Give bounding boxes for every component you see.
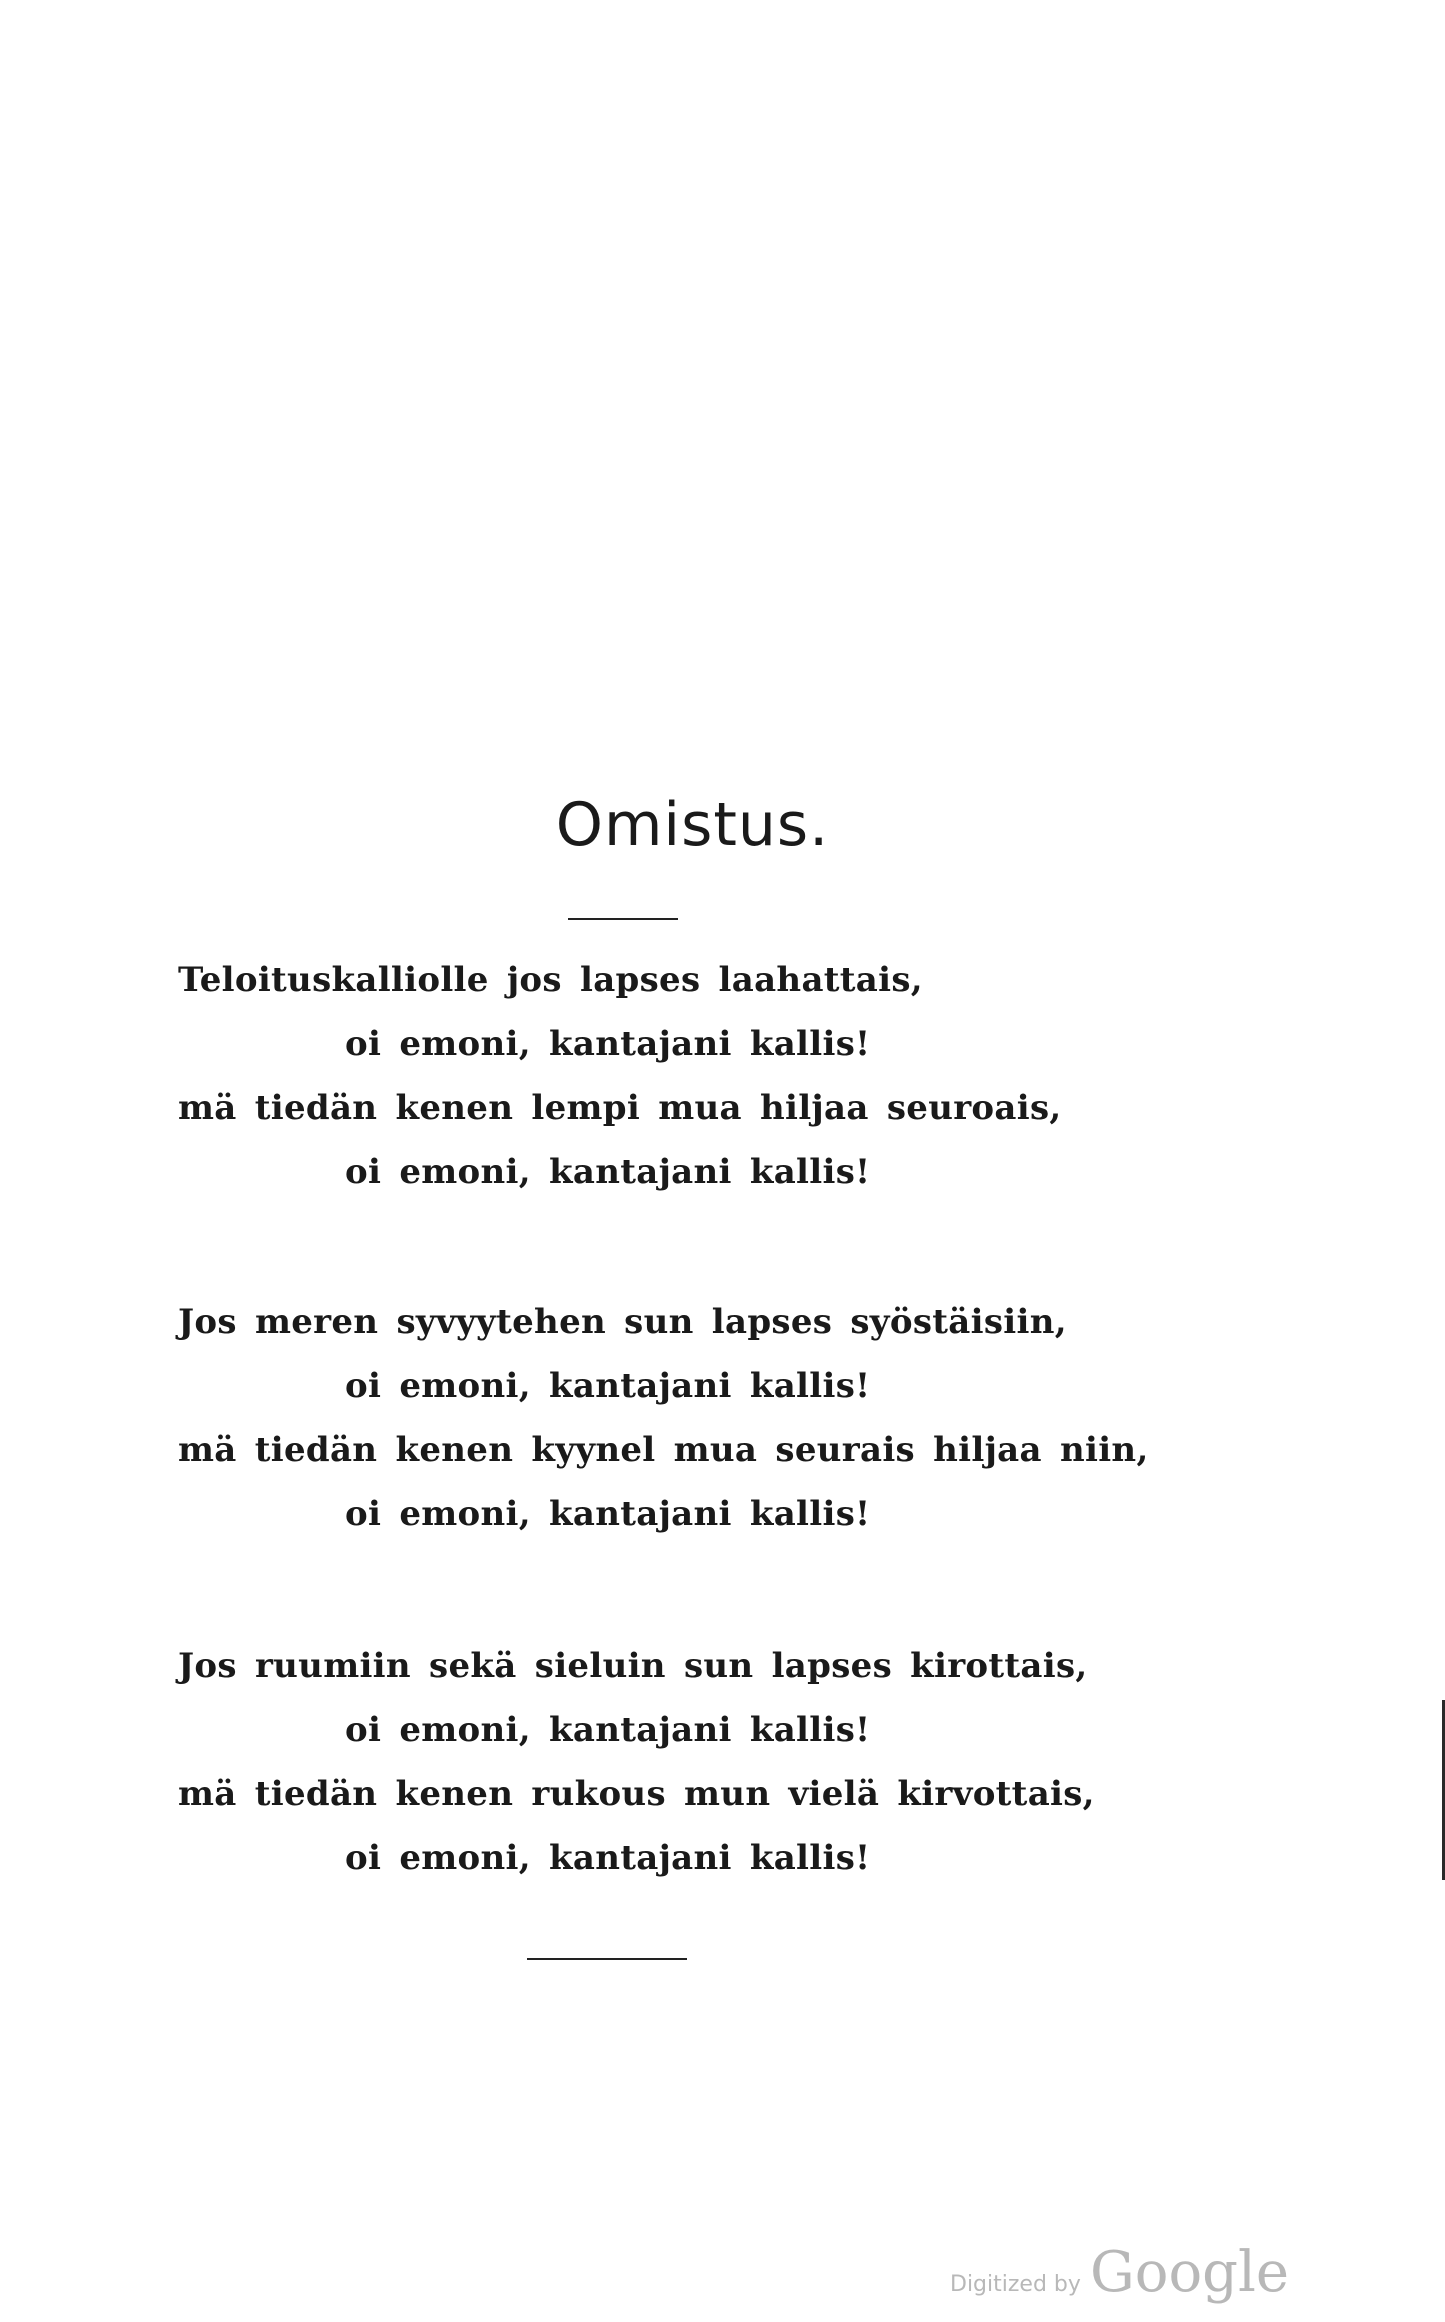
stanza-1-line-4: oi emoni, kantajani kallis! (345, 1152, 871, 1192)
stanza-2-line-1: Jos meren syvyytehen sun lapses syöstäisiin, (178, 1302, 1067, 1342)
stanza-2-line-2: oi emoni, kantajani kallis! (345, 1366, 871, 1406)
title-divider (568, 918, 678, 920)
stanza-2-line-4: oi emoni, kantajani kallis! (345, 1494, 871, 1534)
digitized-watermark (950, 2240, 1289, 2305)
stanza-2-line-3: mä tiedän kenen kyynel mua seurais hiljaa niin, (178, 1430, 1149, 1470)
stanza-3-line-1: Jos ruumiin sekä sieluin sun lapses kirottais, (178, 1646, 1088, 1686)
watermark-prefix: Digitized by (950, 2272, 1081, 2297)
stanza-3-line-3: mä tiedän kenen rukous mun vielä kirvottais, (178, 1774, 1095, 1814)
poem-title: Omistus. (555, 790, 830, 860)
end-divider (527, 1958, 687, 1960)
stanza-1-line-2: oi emoni, kantajani kallis! (345, 1024, 871, 1064)
watermark-brand: Google (1090, 2240, 1290, 2305)
stanza-1-line-3: mä tiedän kenen lempi mua hiljaa seuroais, (178, 1088, 1062, 1128)
stanza-3-line-2: oi emoni, kantajani kallis! (345, 1710, 871, 1750)
stanza-3-line-4: oi emoni, kantajani kallis! (345, 1838, 871, 1878)
stanza-1-line-1: Teloituskalliolle jos lapses laahattais, (178, 960, 923, 1000)
